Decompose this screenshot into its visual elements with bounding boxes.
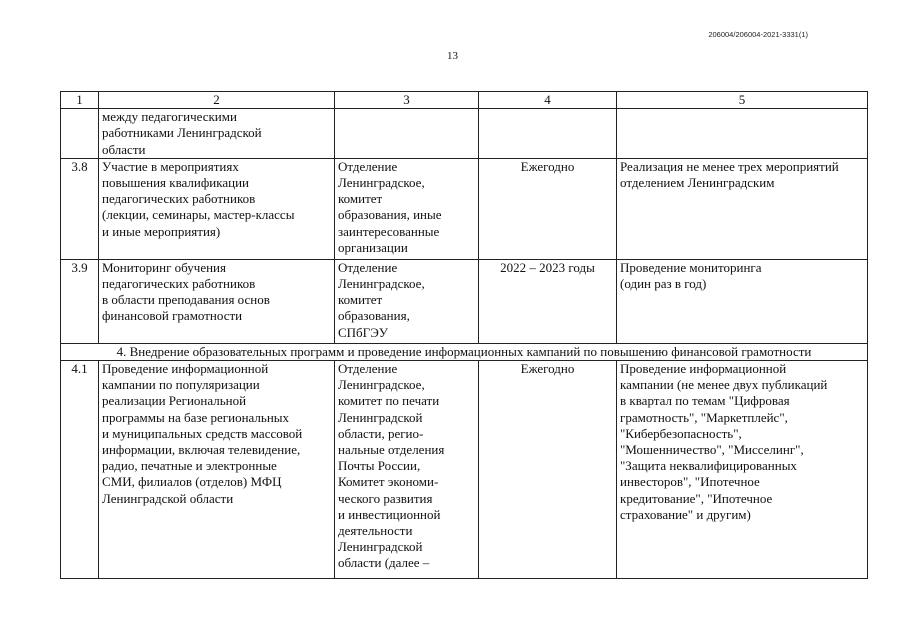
cell-line: Ленинградской	[338, 409, 423, 425]
cell-line: Ленинградское,	[338, 175, 425, 191]
responsible-executors	[335, 361, 479, 579]
cell-line: комитет	[338, 191, 383, 207]
column-header: 5	[617, 92, 868, 109]
row-number: 3.8	[61, 158, 99, 259]
cell-line: деятельности	[338, 523, 413, 539]
column-header: 3	[335, 92, 479, 109]
cell-line: Комитет экономи-	[338, 474, 439, 490]
cell-line: в квартал по темам "Цифровая	[620, 393, 790, 409]
table-header-row	[61, 92, 868, 109]
cell-line: заинтересованные	[338, 223, 440, 239]
expected-result	[617, 109, 868, 159]
cell-line: между педагогическими	[102, 109, 237, 125]
cell-line: "Кибербезопасность",	[620, 425, 742, 441]
row-number: 4.1	[61, 361, 99, 579]
cell-line: кампании по популяризации	[102, 377, 260, 393]
cell-line: ческого развития	[338, 490, 433, 506]
measure-description	[99, 109, 335, 159]
cell-line: (один раз в год)	[620, 276, 707, 292]
cell-line: Ленинградской области	[102, 490, 234, 506]
cell-line: Мониторинг обучения	[102, 259, 226, 275]
cell-line: в области преподавания основ	[102, 292, 270, 308]
cell-line: Участие в мероприятиях	[102, 158, 239, 174]
cell-line: отделением Ленинградским	[620, 175, 775, 191]
cell-line: финансовой грамотности	[102, 308, 243, 324]
cell-line: Проведение информационной	[102, 361, 269, 377]
document-id: 206004/206004-2021-3331(1)	[708, 30, 808, 39]
deadline: Ежегодно	[479, 361, 617, 579]
cell-line: образования, иные	[338, 207, 442, 223]
cell-line: организации	[338, 239, 408, 255]
table-row	[61, 109, 868, 159]
cell-line: Ленинградское,	[338, 377, 425, 393]
cell-line: нальные отделения	[338, 442, 445, 458]
deadline: 2022 – 2023 годы	[479, 259, 617, 343]
deadline: Ежегодно	[479, 158, 617, 259]
measure-description	[99, 259, 335, 343]
cell-line: области (далее –	[338, 555, 430, 571]
cell-line: работниками Ленинградской	[102, 125, 262, 141]
deadline	[479, 109, 617, 159]
cell-line: (лекции, семинары, мастер-классы	[102, 207, 295, 223]
cell-line: и муниципальных средств массовой	[102, 425, 303, 441]
row-number	[61, 109, 99, 159]
expected-result	[617, 158, 868, 259]
cell-line: и инвестиционной	[338, 506, 441, 522]
responsible-executors	[335, 158, 479, 259]
cell-line: области, регио-	[338, 425, 424, 441]
expected-result	[617, 361, 868, 579]
cell-line: "Защита неквалифицированных	[620, 458, 797, 474]
measure-description	[99, 361, 335, 579]
column-header: 4	[479, 92, 617, 109]
cell-line: образования,	[338, 308, 410, 324]
cell-line: повышения квалификации	[102, 175, 250, 191]
cell-line: кампании (не менее двух публикаций	[620, 377, 828, 393]
cell-line: Реализация не менее трех мероприятий	[620, 158, 839, 174]
cell-line: СМИ, филиалов (отделов) МФЦ	[102, 474, 282, 490]
row-number: 3.9	[61, 259, 99, 343]
responsible-executors	[335, 109, 479, 159]
cell-line: Отделение	[338, 158, 398, 174]
cell-line: Проведение мониторинга	[620, 259, 762, 275]
page-number: 13	[447, 50, 458, 62]
cell-line: педагогических работников	[102, 191, 256, 207]
cell-line: Ленинградское,	[338, 276, 425, 292]
measures-table	[60, 91, 868, 579]
cell-line: Почты России,	[338, 458, 421, 474]
cell-line: инвесторов", "Ипотечное	[620, 474, 760, 490]
column-header: 1	[61, 92, 99, 109]
cell-line: области	[102, 141, 146, 157]
cell-line: и иные мероприятия)	[102, 223, 221, 239]
section-header-row	[61, 343, 868, 360]
cell-line: комитет	[338, 292, 383, 308]
column-header: 2	[99, 92, 335, 109]
cell-line: информации, включая телевидение,	[102, 442, 301, 458]
cell-line: реализации Региональной	[102, 393, 247, 409]
expected-result	[617, 259, 868, 343]
cell-line: страхование" и другим)	[620, 506, 751, 522]
responsible-executors	[335, 259, 479, 343]
cell-line: программы на базе региональных	[102, 409, 290, 425]
cell-line: "Мошенничество", "Мисселинг",	[620, 442, 804, 458]
cell-line: Отделение	[338, 361, 398, 377]
table-row	[61, 158, 868, 259]
cell-line: Ленинградской	[338, 539, 423, 555]
table-row	[61, 259, 868, 343]
cell-line: радио, печатные и электронные	[102, 458, 277, 474]
cell-line: кредитование", "Ипотечное	[620, 490, 773, 506]
cell-line: комитет по печати	[338, 393, 440, 409]
table-row	[61, 361, 868, 579]
cell-line: Отделение	[338, 259, 398, 275]
measure-description	[99, 158, 335, 259]
cell-line: педагогических работников	[102, 276, 256, 292]
cell-line: СПбГЭУ	[338, 324, 388, 340]
cell-line: грамотность", "Маркетплейс",	[620, 409, 788, 425]
section-title: 4. Внедрение образовательных программ и проведение информационных кампаний по повышению финансовой грамотности	[61, 343, 868, 360]
cell-line: Проведение информационной	[620, 361, 787, 377]
